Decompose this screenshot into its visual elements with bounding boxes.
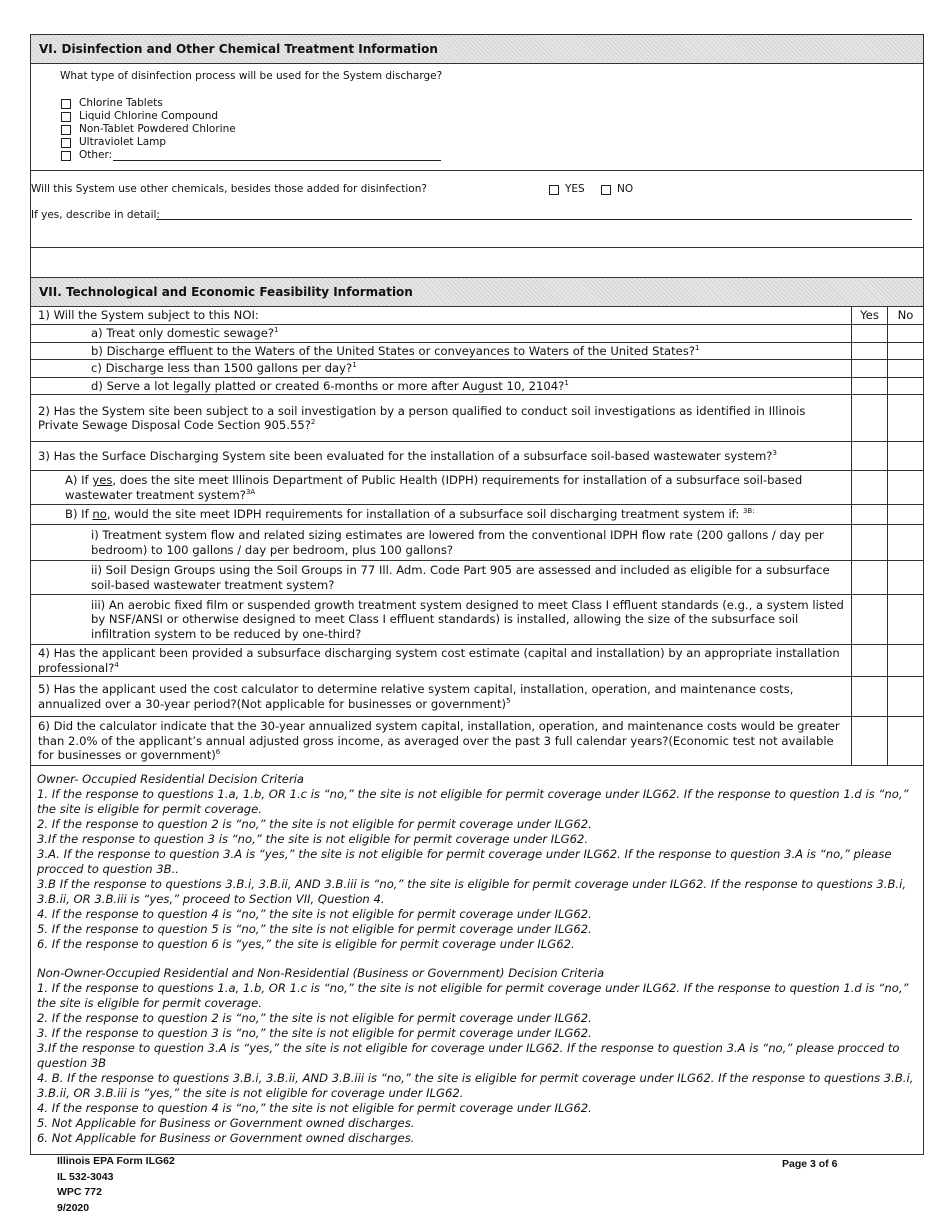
question-3a-pre: A) If — [65, 473, 93, 487]
question-3b-underlined: no — [92, 507, 107, 522]
question-3b-cell — [31, 505, 852, 525]
footnote-ref: 2 — [310, 418, 316, 427]
question-3a-underlined: yes — [92, 473, 113, 487]
table-row — [31, 342, 924, 360]
q3-yes-cell[interactable] — [852, 442, 888, 471]
question-4-cell — [31, 645, 852, 677]
table-row — [31, 325, 924, 343]
table-row — [31, 645, 924, 677]
question-2-cell — [31, 395, 852, 442]
chlorine-tablets-checkbox[interactable] — [61, 99, 71, 109]
q3bii-no-cell[interactable] — [888, 561, 924, 595]
section-7-header — [30, 277, 924, 307]
q3a-yes-cell[interactable] — [852, 471, 888, 505]
non-owner-criterion-2: 2. If the response to question 2 is “no,” the site is not eligible for permit coverage under ILG62. — [37, 1011, 592, 1025]
question-1a: a) Treat only domestic sewage? — [91, 326, 275, 340]
describe-detail-input-line[interactable] — [156, 219, 912, 220]
owner-criterion-6: 6. If the response to question 6 is “yes,” the site is eligible for permit coverage under ILG62. — [37, 937, 575, 951]
q1d-yes-cell[interactable] — [852, 377, 888, 395]
yes-column-header: Yes — [852, 307, 888, 325]
section-6-header — [30, 34, 924, 64]
non-owner-criterion-3a: 3.If the response to question 3.A is “yes,” the site is not eligible for coverage under ILG62. If the response to question 3.A is “no,” please procced to question 3B — [37, 1041, 900, 1070]
non-owner-criteria-title: Non-Owner-Occupied Residential and Non-Residential (Business or Government) Decision Criteria — [37, 966, 605, 980]
question-3bi: i) Treatment system flow and related sizing estimates are lowered from the conventional IDPH flow rate (200 gallons / day per bedroom) to 100 gallons / day per bedroom, plus 100 gallons? — [91, 528, 824, 557]
form-wpc-number: WPC 772 — [57, 1186, 102, 1198]
question-3bi-cell — [31, 525, 852, 561]
table-row — [31, 677, 924, 717]
table-row — [31, 525, 924, 561]
question-3b: , would the site meet IDPH requirements for installation of a subsurface soil discharging treatment system if: — [106, 507, 743, 522]
other-input-line[interactable] — [113, 160, 441, 161]
q3bi-no-cell[interactable] — [888, 525, 924, 561]
question-3a: , does the site meet Illinois Department of Public Health (IDPH) requirements for installation of a subsurface soil-based wastewater treatment system? — [65, 473, 803, 502]
question-1a-cell — [31, 325, 852, 343]
other-checkbox[interactable] — [61, 151, 71, 161]
footnote-ref: 6 — [215, 748, 221, 757]
page-number: Page 3 of 6 — [782, 1158, 838, 1170]
question-1c: c) Discharge less than 1500 gallons per day? — [91, 361, 353, 375]
owner-criterion-2: 2. If the response to question 2 is “no,” the site is not eligible for permit coverage under ILG62. — [37, 817, 592, 831]
q1a-no-cell[interactable] — [888, 325, 924, 343]
question-5-cell — [31, 677, 852, 717]
owner-criterion-4: 4. If the response to question 4 is “no,” the site is not eligible for permit coverage under ILG62. — [37, 907, 592, 921]
question-2: 2) Has the System site been subject to a soil investigation by a person qualified to conduct soil investigations as identified in Illinois Private Sewage Disposal Code Section 905.55? — [38, 403, 806, 432]
q3b-no-cell[interactable] — [888, 505, 924, 525]
q5-no-cell[interactable] — [888, 677, 924, 717]
question-3bii: ii) Soil Design Groups using the Soil Groups in 77 Ill. Adm. Code Part 905 are assessed and included as eligible for a subsurface soil-based wastewater treatment system? — [91, 563, 830, 592]
question-3-cell — [31, 442, 852, 471]
owner-criterion-1: 1. If the response to questions 1.a, 1.b, OR 1.c is “no,” the site is not eligible for permit coverage under ILG62. If the response to question 1.d is “no,” the site is eligible for permit coverage. — [37, 787, 909, 816]
question-3a-cell — [31, 471, 852, 505]
ultraviolet-lamp-label: Ultraviolet Lamp — [79, 136, 167, 148]
footnote-ref: 3A — [245, 487, 256, 496]
table-row — [31, 360, 924, 378]
question-1d: d) Serve a lot legally platted or created 6-months or more after August 10, 2104? — [91, 378, 565, 393]
other-chemicals-no-label: NO — [617, 183, 634, 195]
q1d-no-cell[interactable] — [888, 377, 924, 395]
footnote-ref: 3B: — [742, 507, 755, 516]
question-3: 3) Has the Surface Discharging System site been evaluated for the installation of a subsurface soil-based wastewater system? — [38, 448, 773, 463]
non-owner-criterion-3: 3. If the response to question 3 is “no,” the site is not eligible for permit coverage under ILG62. — [37, 1026, 592, 1040]
q1a-yes-cell[interactable] — [852, 325, 888, 343]
q4-yes-cell[interactable] — [852, 645, 888, 677]
other-chemicals-no-checkbox[interactable] — [601, 185, 611, 195]
ultraviolet-lamp-checkbox[interactable] — [61, 138, 71, 148]
q1b-yes-cell[interactable] — [852, 342, 888, 360]
question-5: 5) Has the applicant used the cost calculator to determine relative system capital, installation, operation, and maintenance costs, annualized over a 30-year period?(Not applicable for businesses or government) — [38, 682, 794, 711]
disinfection-question: What type of disinfection process will be used for the System discharge? — [60, 70, 443, 82]
other-chemicals-yes-checkbox[interactable] — [549, 185, 559, 195]
other-label: Other: — [79, 149, 113, 161]
describe-detail-label: If yes, describe in detail: — [31, 209, 160, 221]
decision-criteria-box — [30, 758, 924, 1155]
owner-criterion-3b: 3.B If the response to questions 3.B.i, 3.B.ii, AND 3.B.iii is “no,” the site is eligible for permit coverage under ILG62. If the response to questions 3.B.i, 3.B.ii, OR 3.B.iii is “yes,” proceed to Section VII, Question 4. — [37, 877, 907, 906]
footnote-ref: 1 — [564, 378, 569, 387]
table-row — [31, 505, 924, 525]
non-owner-criterion-1: 1. If the response to questions 1.a, 1.b, OR 1.c is “no,” the site is not eligible for permit coverage under ILG62. If the response to question 1.d is “no,” the site is eligible for permit coverage. — [37, 981, 909, 1010]
q5-yes-cell[interactable] — [852, 677, 888, 717]
question-3biii-cell — [31, 595, 852, 645]
non-owner-criterion-6: 6. Not Applicable for Business or Government owned discharges. — [37, 1131, 415, 1145]
question-1: 1) Will the System subject to this NOI: — [31, 307, 852, 325]
footnote-ref: 1 — [694, 343, 700, 352]
question-1c-cell — [31, 360, 852, 378]
q4-no-cell[interactable] — [888, 645, 924, 677]
table-row — [31, 377, 924, 395]
owner-criteria-title: Owner- Occupied Residential Decision Criteria — [37, 772, 305, 786]
section-6-title: VI. Disinfection and Other Chemical Treatment Information — [39, 42, 438, 56]
table-row — [31, 395, 924, 442]
question-6: 6) Did the calculator indicate that the 30-year annualized system capital, installation, operation, and maintenance costs would be greater than 2.0% of the applicant’s annual adjusted gross income, as averaged over the past 3 full calendar years?(Economic test not available for businesses or government) — [38, 719, 840, 763]
q3a-no-cell[interactable] — [888, 471, 924, 505]
owner-criterion-3a: 3.A. If the response to question 3.A is “yes,” the site is not eligible for permit coverage under ILG62. If the response to question 3.A is “no,” please procced to question 3B.. — [37, 847, 892, 876]
q3biii-no-cell[interactable] — [888, 595, 924, 645]
form-date: 9/2020 — [57, 1201, 90, 1214]
form-identification — [57, 1154, 175, 1216]
other-chemicals-question: Will this System use other chemicals, besides those added for disinfection? — [31, 183, 427, 195]
section-7-title: VII. Technological and Economic Feasibility Information — [39, 285, 413, 299]
powdered-chlorine-label: Non-Tablet Powdered Chlorine — [79, 123, 236, 135]
non-owner-criterion-5: 5. Not Applicable for Business or Government owned discharges. — [37, 1116, 415, 1130]
q3-no-cell[interactable] — [888, 442, 924, 471]
question-1b-cell — [31, 342, 852, 360]
liquid-chlorine-label: Liquid Chlorine Compound — [79, 110, 219, 122]
table-row — [31, 595, 924, 645]
footnote-ref: 4 — [114, 660, 119, 669]
owner-criterion-3: 3.If the response to question 3 is “no,” the site is not eligible for permit coverage under ILG62. — [37, 832, 589, 846]
q2-yes-cell[interactable] — [852, 395, 888, 442]
q2-no-cell[interactable] — [888, 395, 924, 442]
question-4: 4) Has the applicant been provided a subsurface discharging system cost estimate (capital and installation) by an appropriate installation professional? — [38, 646, 840, 675]
other-chemicals-box — [30, 170, 924, 248]
owner-criterion-5: 5. If the response to question 5 is “no,” the site is not eligible for permit coverage under ILG62. — [37, 922, 592, 936]
footnote-ref: 3 — [772, 448, 777, 457]
non-owner-criterion-3b: 4. B. If the response to questions 3.B.i, 3.B.ii, AND 3.B.iii is “no,” the site is eligible for permit coverage under ILG62. If the response to questions 3.B.i, 3.B.ii, OR 3.B.iii is “yes,” the site is not eligible for coverage under ILG62. — [37, 1071, 914, 1100]
table-row — [31, 442, 924, 471]
form-name: Illinois EPA Form ILG62 — [57, 1155, 175, 1167]
q3biii-yes-cell[interactable] — [852, 595, 888, 645]
footnote-ref: 1 — [274, 326, 279, 335]
form-il-number: IL 532-3043 — [57, 1170, 114, 1183]
q3bi-yes-cell[interactable] — [852, 525, 888, 561]
no-column-header: No — [888, 307, 924, 325]
footnote-ref: 5 — [506, 696, 511, 705]
chlorine-tablets-label: Chlorine Tablets — [79, 97, 163, 109]
section-spacer-box — [30, 247, 924, 278]
table-row — [31, 471, 924, 505]
non-owner-criterion-4: 4. If the response to question 4 is “no,” the site is not eligible for permit coverage under ILG62. — [37, 1101, 592, 1115]
other-chemicals-yes-label: YES — [565, 183, 585, 195]
question-3b-pre: B) If — [65, 507, 93, 522]
q1c-no-cell[interactable] — [888, 360, 924, 378]
footnote-ref: 1 — [352, 361, 357, 370]
feasibility-questions-table — [30, 306, 924, 766]
question-1b: b) Discharge effluent to the Waters of the United States or conveyances to Waters of the United States? — [91, 343, 695, 358]
powdered-chlorine-checkbox[interactable] — [61, 125, 71, 135]
q3b-yes-cell[interactable] — [852, 505, 888, 525]
table-row — [31, 561, 924, 595]
question-3bii-cell — [31, 561, 852, 595]
question-1d-cell — [31, 377, 852, 395]
q1b-no-cell[interactable] — [888, 342, 924, 360]
q3bii-yes-cell[interactable] — [852, 561, 888, 595]
question-3biii: iii) An aerobic fixed film or suspended growth treatment system designed to meet Class I effluent standards (e.g., a system listed by NSF/ANSI or otherwise designed to meet Class I effluent standards) is installed, allowing the size of the subsurface soil infiltration system to be reduced by one-third? — [91, 597, 844, 641]
table-row — [31, 307, 924, 325]
liquid-chlorine-checkbox[interactable] — [61, 112, 71, 122]
q1c-yes-cell[interactable] — [852, 360, 888, 378]
